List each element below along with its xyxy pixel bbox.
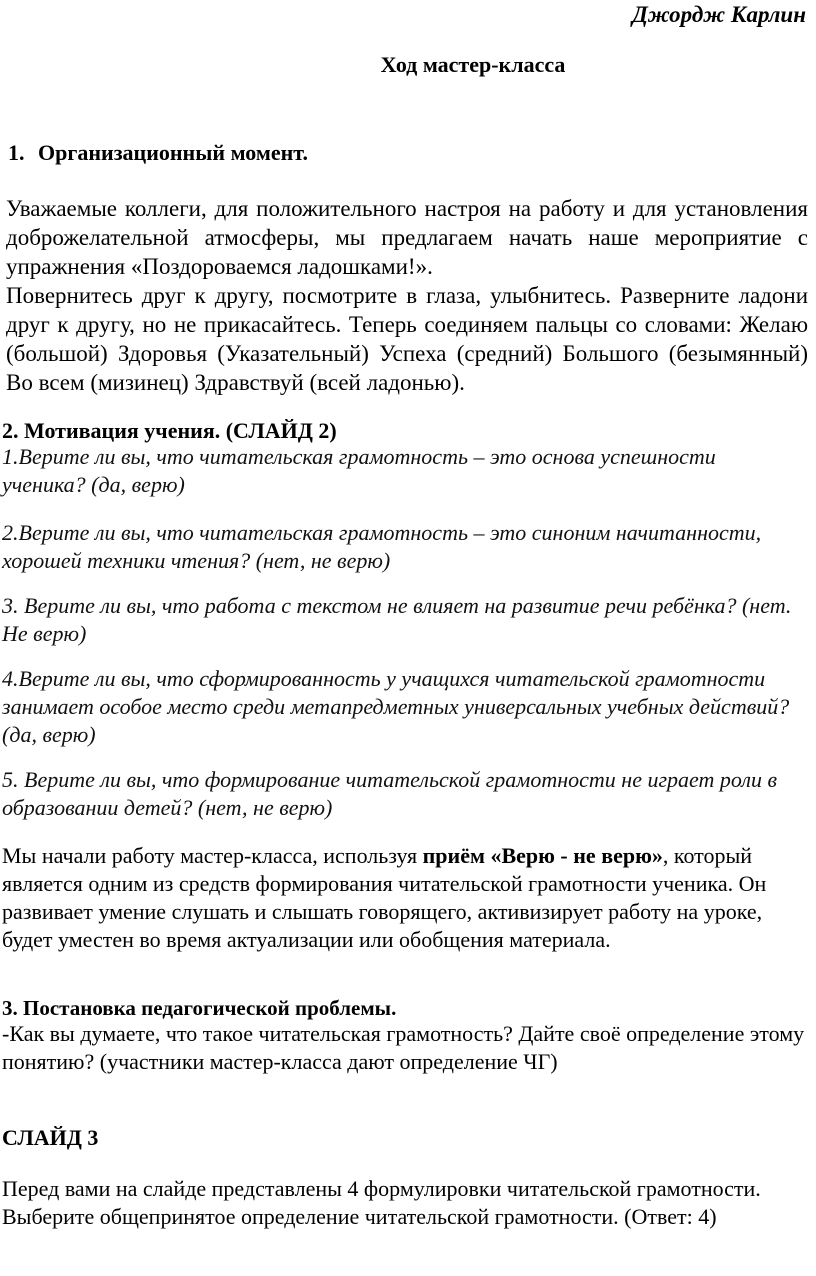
section-1-title: Организационный момент.: [38, 140, 308, 165]
question-2: 2.Верите ли вы, что читательская грамотность – это синоним начитанности, хорошей техники чтения? (нет, не верю): [2, 520, 762, 573]
section-1-number: 1.: [8, 140, 25, 165]
question-5: 5. Верите ли вы, что формирование читательской грамотности не играет роли в образовании детей? (нет, не верю): [2, 767, 778, 820]
section-1-heading: [8, 140, 816, 166]
summary-text-start: Мы начали работу мастер-класса, используя: [2, 843, 423, 868]
author-name: Джордж Карлин: [632, 2, 806, 27]
section-3-text: -Как вы думаете, что такое читательская грамотность? Дайте своё определение этому понятию? (участники мастер-класса дают определение ЧГ): [2, 1021, 805, 1074]
question-3: 3. Верите ли вы, что работа с текстом не влияет на развитие речи ребёнка? (нет. Не верю): [2, 593, 792, 646]
question-4: 4.Верите ли вы, что сформированность у учащихся читательской грамотности занимает особое место среди метапредметных универсальных учебных действий? (да, верю): [2, 666, 790, 747]
question-1: 1.Верите ли вы, что читательская грамотность – это основа успешности ученика? (да, верю): [2, 444, 716, 497]
summary-technique-name: приём «Верю - не верю»: [422, 843, 663, 868]
section-1-paragraph-1: Уважаемые коллеги, для положительного настроя на работу и для установления доброжелательной атмосферы, мы предлагаем начать наше мероприятие с упражнения «Поздороваемся ладошками!».: [6, 196, 808, 279]
page-title: Ход мастер-класса: [380, 52, 566, 77]
summary-text-end: , который является одним из средств формирования читательской грамотности ученика. Он развивает умение слушать и слышать говорящего, активизирует работу на уроке, будет уместен во время актуализации или обобщения материала.: [2, 843, 767, 952]
section-2-summary: [2, 842, 812, 954]
slide-3-heading: СЛАЙД 3: [2, 1125, 99, 1150]
slide-3-text: Перед вами на слайде представлены 4 формулировки читательской грамотности. Выберите общепринятое определение читательской грамотности. (Ответ: 4): [2, 1176, 761, 1229]
section-3-heading: 3. Постановка педагогической проблемы.: [2, 996, 397, 1020]
section-2-heading: 2. Мотивация учения. (СЛАЙД 2): [2, 418, 337, 443]
section-1-paragraph-2: Повернитесь друг к другу, посмотрите в глаза, улыбнитесь. Разверните ладони друг к другу, но не прикасайтесь. Теперь соединяем пальцы со словами: Желаю (большой) Здоровья (Указательный) Успеха (средний) Большого (безымянный) Во всем (мизинец) Здравствуй (всей ладонью).: [6, 283, 808, 395]
